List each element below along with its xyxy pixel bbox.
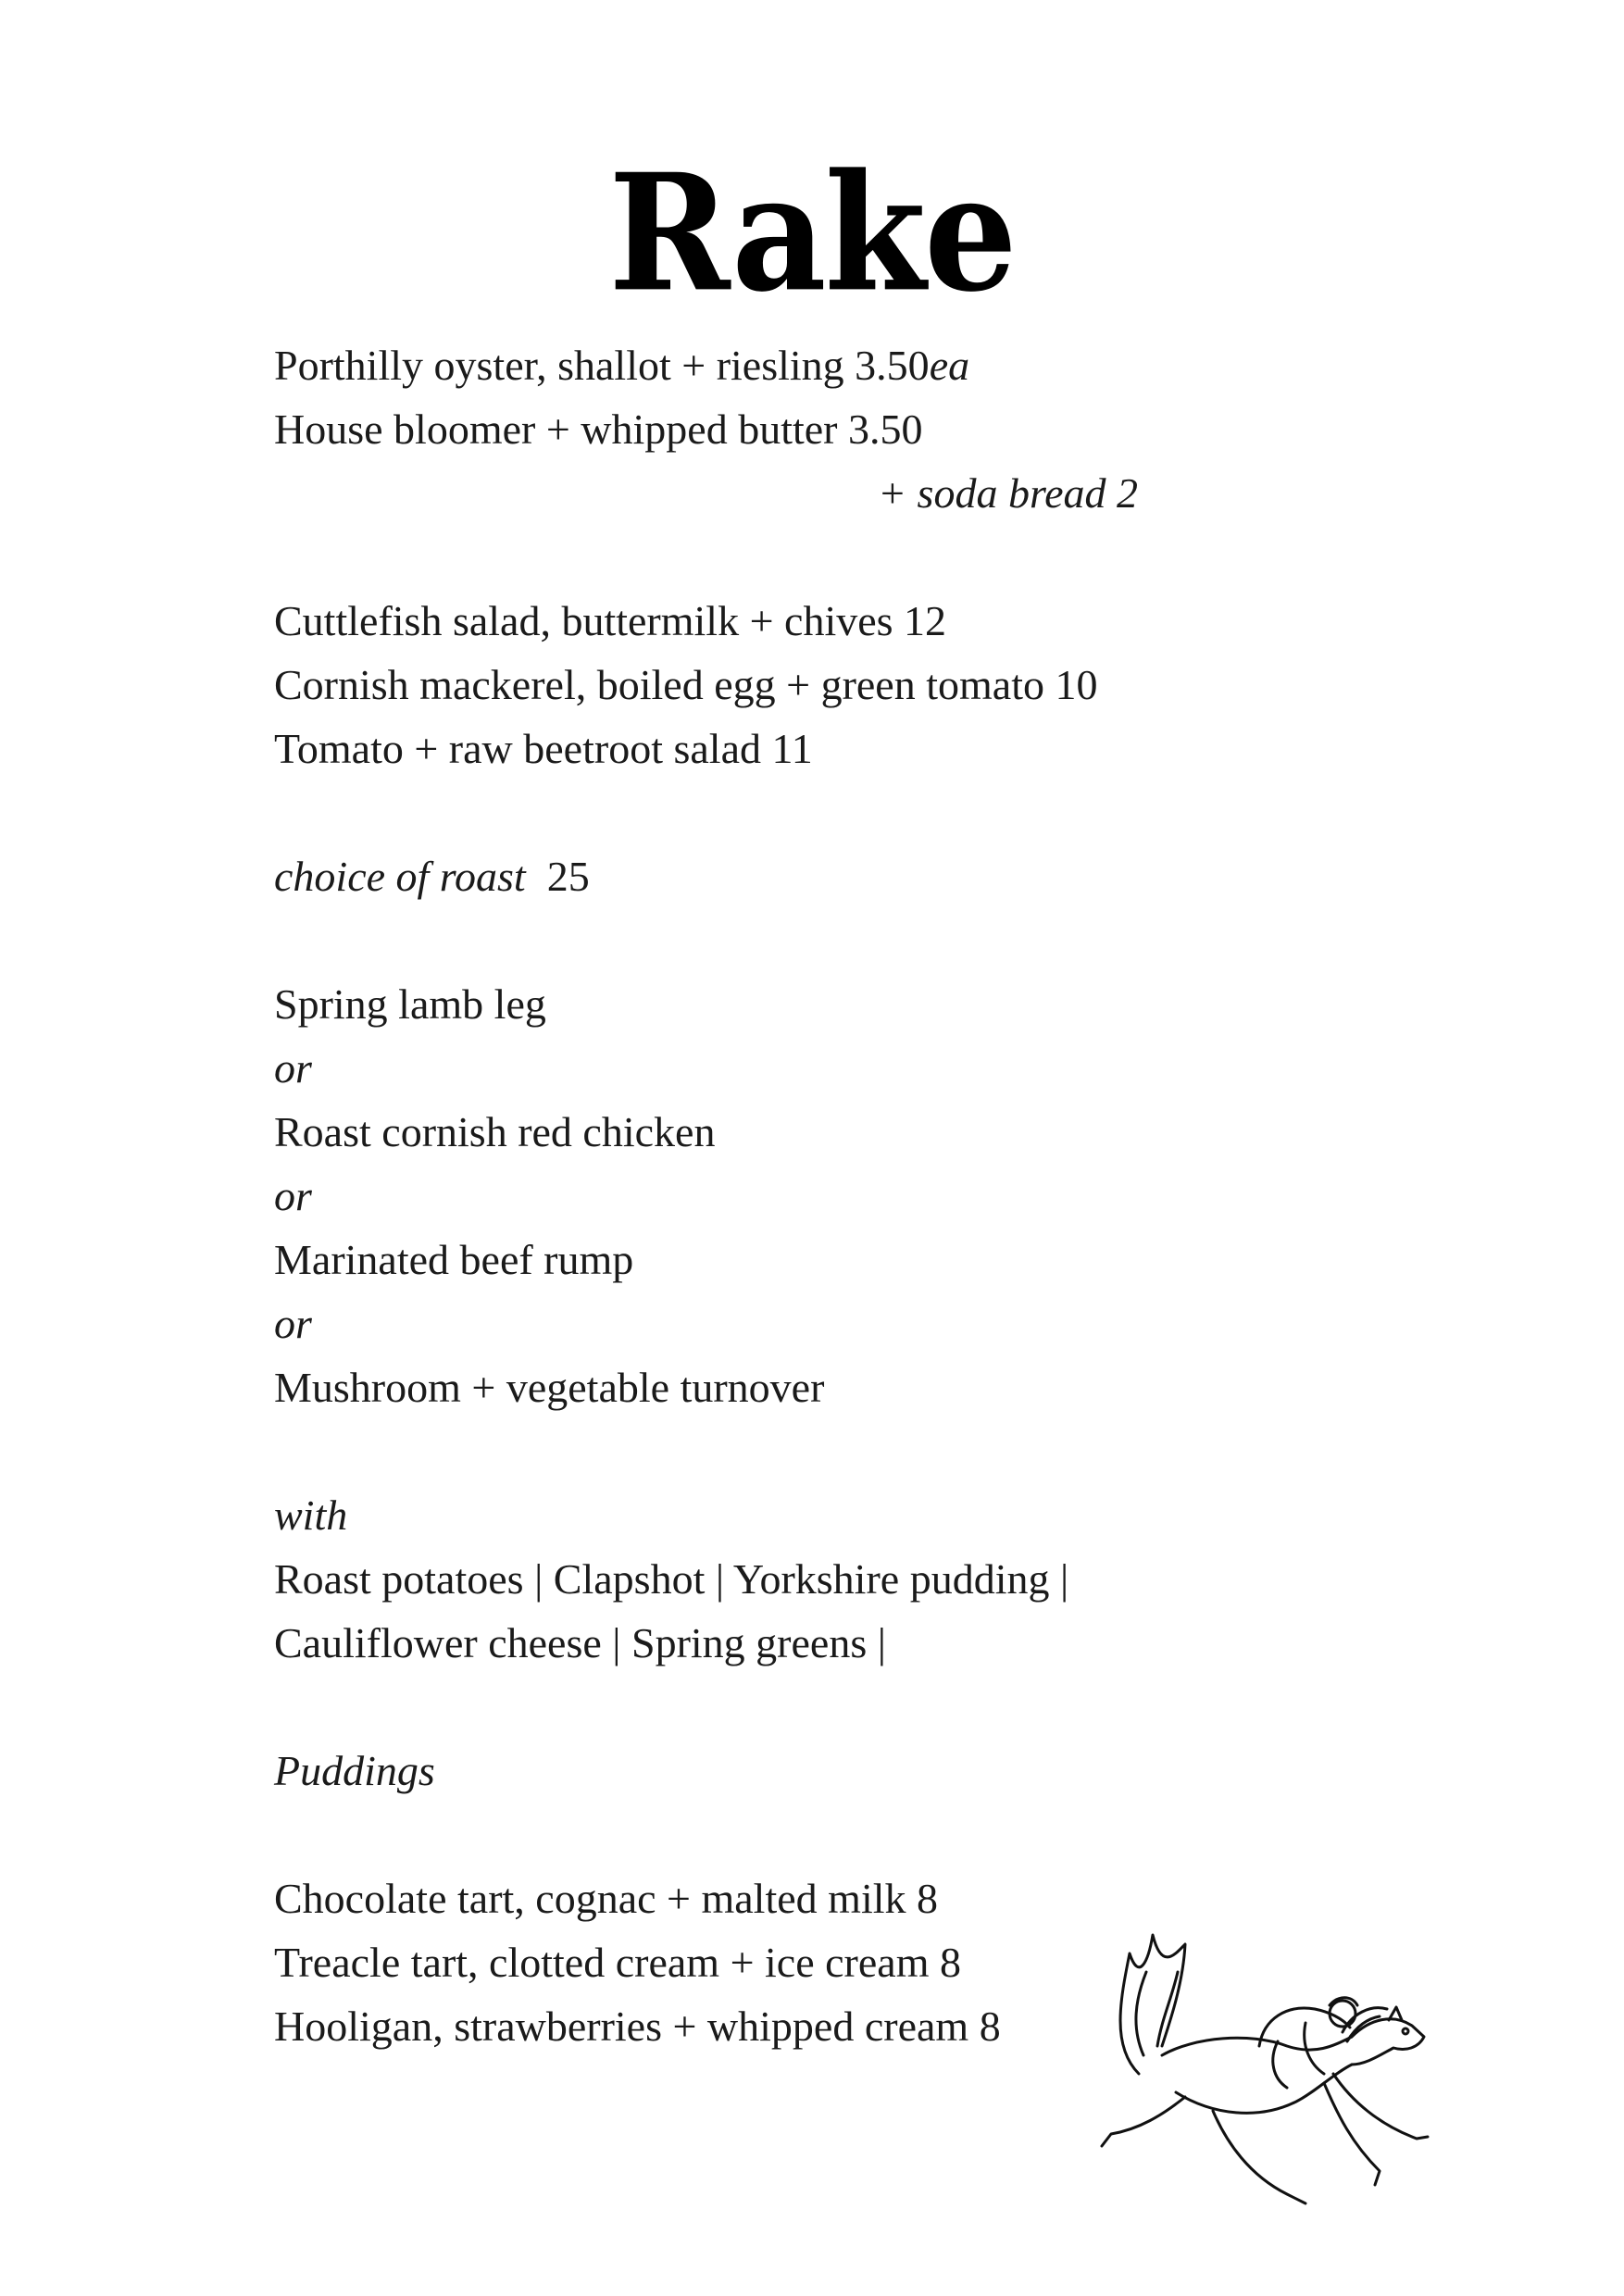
sides-heading: with [274, 1491, 348, 1539]
section-gap [274, 1419, 1339, 1483]
roast-option-turnover: Mushroom + vegetable turnover [274, 1364, 825, 1411]
menu-item-soda-bread: + soda bread 2 [878, 469, 1139, 517]
restaurant-title: Rake [608, 139, 1016, 329]
roast-separator: or [274, 1300, 312, 1347]
section-gap [274, 525, 1339, 589]
menu-item-oyster-unit: ea [929, 342, 970, 389]
roast-separator: or [274, 1172, 312, 1219]
roast-separator: or [274, 1044, 312, 1092]
sides-line-2: Cauliflower cheese | Spring greens | [274, 1619, 886, 1666]
menu-item-oyster-name: Porthilly oyster, shallot + riesling 3.50 [274, 342, 930, 389]
menu-item-oyster [274, 333, 1339, 397]
menu-item-mackerel: Cornish mackerel, boiled egg + green tomato 10 [274, 661, 1098, 708]
roast-option-chicken: Roast cornish red chicken [274, 1108, 716, 1155]
section-gap [274, 780, 1339, 844]
horse-rider-illustration [1074, 1916, 1444, 2250]
menu-list [274, 333, 1339, 2058]
section-gap [274, 1803, 1339, 1866]
menu-item-bread: House bloomer + whipped butter 3.50 [274, 406, 923, 453]
section-gap [274, 908, 1339, 972]
section-gap [274, 1675, 1339, 1739]
roast-price: 25 [546, 853, 590, 900]
menu-item-cuttlefish: Cuttlefish salad, buttermilk + chives 12 [274, 597, 947, 644]
roast-option-lamb: Spring lamb leg [274, 980, 546, 1028]
roast-heading-label: choice of roast [274, 853, 526, 900]
pudding-treacle-tart: Treacle tart, clotted cream + ice cream 8 [274, 1939, 961, 1986]
roast-option-beef: Marinated beef rump [274, 1236, 634, 1283]
sides-line-1: Roast potatoes | Clapshot | Yorkshire pudding | [274, 1555, 1069, 1603]
menu-item-tomato-salad: Tomato + raw beetroot salad 11 [274, 725, 813, 772]
pudding-hooligan: Hooligan, strawberries + whipped cream 8 [274, 2003, 1001, 2050]
puddings-heading: Puddings [274, 1747, 435, 1794]
pudding-chocolate-tart: Chocolate tart, cognac + malted milk 8 [274, 1875, 938, 1922]
roast-heading [274, 844, 1339, 908]
